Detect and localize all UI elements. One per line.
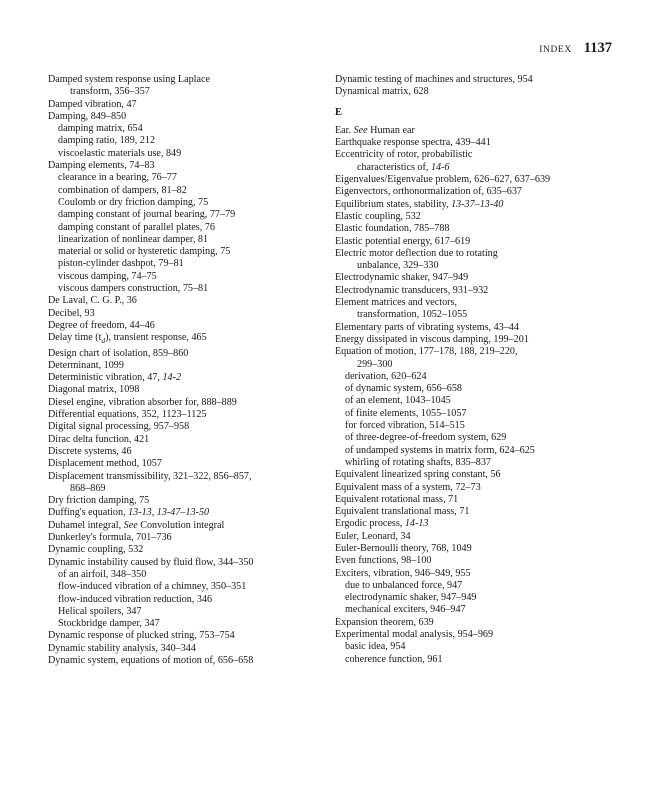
- entry-text: Elastic coupling, 532: [335, 210, 421, 222]
- entry-text: Discrete systems, 46: [48, 445, 132, 457]
- index-entry-continuation: [335, 260, 615, 272]
- entry-text: Dry friction damping, 75: [48, 495, 150, 507]
- entry-text: viscoelastic materials use, 849: [58, 147, 182, 159]
- entry-text: transformation, 1052–1055: [357, 309, 468, 321]
- index-entry: [48, 111, 318, 123]
- index-entry: [48, 372, 318, 384]
- index-entry: [335, 555, 615, 567]
- page-header: [539, 40, 612, 57]
- entry-text: basic idea, 954: [345, 641, 406, 653]
- index-entry-continuation: [48, 86, 318, 98]
- entry-text: Dynamic testing of machines and structures, 954: [335, 74, 533, 85]
- index-subentry: [335, 371, 615, 383]
- entry-text: of three-degree-of-freedom system, 629: [345, 432, 507, 444]
- entry-text: Dynamic response of plucked string, 753–754: [48, 630, 235, 642]
- entry-text: Stockbridge damper, 347: [58, 618, 160, 630]
- index-subentry: [335, 654, 615, 666]
- entry-text: damping ratio, 189, 212: [58, 135, 156, 147]
- entry-text: Euler, Leonard, 34: [335, 530, 411, 542]
- index-subentry: [48, 135, 318, 147]
- index-entry: [48, 320, 318, 332]
- index-subentry: [48, 594, 318, 606]
- index-subentry: [335, 432, 615, 444]
- entry-text: Deterministic vibration, 47,: [48, 372, 163, 384]
- index-entry: [48, 655, 318, 667]
- entry-text: material or solid or hysteretic damping, 75: [58, 246, 231, 258]
- index-entry: [48, 544, 318, 556]
- entry-text: Diesel engine, vibration absorber for, 888–889: [48, 396, 237, 408]
- entry-text: of dynamic system, 656–658: [345, 383, 462, 395]
- page-number: 1137: [583, 40, 612, 56]
- index-entry-continuation: [335, 359, 615, 371]
- index-entry: [335, 74, 615, 86]
- entry-text: Duhamel integral,: [48, 519, 124, 531]
- index-entry: [48, 160, 318, 172]
- index-entry: [48, 348, 318, 360]
- entry-text: Exciters, vibration, 946–949, 955: [335, 567, 471, 579]
- index-entry-continuation: [48, 483, 318, 495]
- index-entry: [335, 543, 615, 555]
- index-entry: [335, 149, 615, 161]
- index-subentry: [48, 148, 318, 160]
- entry-text-after: Human ear: [367, 124, 415, 136]
- index-letter-heading: E: [335, 106, 343, 118]
- index-subentry: [48, 222, 318, 234]
- entry-text: of an airfoil, 348–350: [58, 568, 147, 580]
- entry-text: Dunkerley's formula, 701–736: [48, 532, 172, 544]
- index-entry: [335, 531, 615, 543]
- index-entry: [335, 297, 615, 309]
- index-subentry: [335, 408, 615, 420]
- entry-text: Eigenvectors, orthonormalization of, 635–637: [335, 186, 522, 198]
- index-entry: [335, 322, 615, 334]
- entry-text: Helical spoilers, 347: [58, 605, 142, 617]
- entry-text: Earthquake response spectra, 439–441: [335, 137, 491, 149]
- entry-text: Dirac delta function, 421: [48, 433, 150, 445]
- index-subentry: [48, 283, 318, 295]
- index-subentry: [335, 395, 615, 407]
- index-entry: [335, 125, 615, 137]
- entry-text: linearization of nonlinear damper, 81: [58, 233, 209, 245]
- entry-text: flow-induced vibration of a chimney, 350–351: [58, 581, 247, 593]
- index-subentry: [48, 606, 318, 618]
- entry-italic-pages: 14-13: [404, 518, 429, 530]
- entry-text: Decibel, 93: [48, 307, 95, 319]
- entry-text: derivation, 620–624: [345, 370, 427, 382]
- entry-text: Ergodic process,: [335, 518, 405, 530]
- index-entry-continuation: [335, 309, 615, 321]
- index-entry: [335, 199, 615, 211]
- index-entry: [48, 495, 318, 507]
- index-entry: [335, 568, 615, 580]
- index-subentry: [335, 445, 615, 457]
- entry-text: Dynamic system, equations of motion of, 656–658: [48, 654, 254, 666]
- entry-text: Design chart of isolation, 859–860: [48, 347, 189, 359]
- index-subentry: [48, 618, 318, 630]
- index-subentry: [48, 581, 318, 593]
- entry-text: Elementary parts of vibrating systems, 43–44: [335, 321, 519, 333]
- index-column-left: [48, 74, 318, 667]
- index-subentry: [48, 569, 318, 581]
- entry-italic-pages: 13-37–13-40: [451, 198, 504, 210]
- entry-italic-pages: 13-13, 13-47–13-50: [128, 507, 210, 519]
- entry-text: Euler-Bernoulli theory, 768, 1049: [335, 542, 472, 554]
- entry-text: unbalance, 329–330: [357, 260, 439, 272]
- entry-text-after: ), transient response, 465: [105, 332, 207, 344]
- entry-text: De Laval, C. G. P., 36: [48, 295, 137, 307]
- index-subentry: [48, 246, 318, 258]
- index-entry: [48, 308, 318, 320]
- index-subentry: [335, 641, 615, 653]
- index-subentry: [335, 420, 615, 432]
- index-entry: [335, 86, 615, 98]
- entry-text: clearance in a bearing, 76–77: [58, 172, 177, 184]
- entry-text: for forced vibration, 514–515: [345, 420, 465, 432]
- entry-text: Damped vibration, 47: [48, 98, 137, 110]
- index-entry: [335, 223, 615, 235]
- index-entry: [335, 334, 615, 346]
- entry-text: Dynamic coupling, 532: [48, 544, 144, 556]
- entry-text: Delay time (t: [48, 332, 102, 344]
- entry-text: Elastic foundation, 785–788: [335, 223, 450, 235]
- entry-text: due to unbalanced force, 947: [345, 579, 463, 591]
- index-subentry: [48, 123, 318, 135]
- entry-text: Dynamic instability caused by fluid flow, 344–350: [48, 556, 254, 568]
- index-subentry: [48, 197, 318, 209]
- entry-text: Damped system response using Laplace: [48, 74, 210, 85]
- entry-text: Experimental modal analysis, 954–969: [335, 629, 494, 641]
- entry-text: transform, 356–357: [70, 86, 150, 98]
- index-entry: [48, 532, 318, 544]
- entry-text: Digital signal processing, 957–958: [48, 421, 190, 433]
- index-entry: [48, 99, 318, 111]
- entry-text: Eccentricity of rotor, probabilistic: [335, 149, 473, 161]
- index-entry: [335, 494, 615, 506]
- index-subentry: [335, 604, 615, 616]
- index-subentry: [48, 172, 318, 184]
- entry-text: Differential equations, 352, 1123–1125: [48, 409, 207, 421]
- entry-text: Equivalent rotational mass, 71: [335, 493, 459, 505]
- entry-text: Equivalent mass of a system, 72–73: [335, 481, 481, 493]
- entry-text: Ear.: [335, 124, 354, 136]
- entry-italic-pages: 14-2: [162, 372, 182, 384]
- entry-text: viscous dampers construction, 75–81: [58, 283, 209, 295]
- entry-text: of undamped systems in matrix form, 624–625: [345, 444, 535, 456]
- index-entry: [48, 434, 318, 446]
- entry-text: of an element, 1043–1045: [345, 395, 451, 407]
- index-entry: [48, 557, 318, 569]
- entry-text: coherence function, 961: [345, 653, 443, 665]
- index-entry: [48, 295, 318, 307]
- entry-text: damping constant of journal bearing, 77–79: [58, 209, 236, 221]
- entry-see-reference: See: [353, 124, 368, 136]
- entry-text: damping constant of parallel plates, 76: [58, 221, 215, 233]
- entry-text: Displacement method, 1057: [48, 458, 162, 470]
- index-subentry: [48, 185, 318, 197]
- entry-text: Equivalent translational mass, 71: [335, 506, 470, 518]
- entry-text: Electrodynamic shaker, 947–949: [335, 272, 469, 284]
- index-entry: [335, 346, 615, 358]
- entry-text: Equation of motion, 177–178, 188, 219–220,: [335, 346, 518, 358]
- index-entry: [335, 248, 615, 260]
- index-entry: [48, 384, 318, 396]
- entry-text: Electrodynamic transducers, 931–932: [335, 284, 489, 296]
- entry-text: Degree of freedom, 44–46: [48, 319, 155, 331]
- index-subentry: [335, 383, 615, 395]
- index-entry: [335, 211, 615, 223]
- entry-see-reference: See: [123, 519, 138, 531]
- entry-text: whirling of rotating shafts, 835–837: [345, 456, 491, 468]
- index-entry: [335, 617, 615, 629]
- entry-text: Damping elements, 74–83: [48, 160, 155, 172]
- entry-italic-pages: 14-6: [430, 161, 450, 173]
- entry-text: Damping, 849–850: [48, 110, 127, 122]
- index-subentry: [335, 457, 615, 469]
- index-entry: [48, 630, 318, 642]
- entry-text: characteristics of,: [357, 161, 431, 173]
- entry-text: electrodynamic shaker, 947–949: [345, 592, 477, 604]
- entry-text: Coulomb or dry friction damping, 75: [58, 196, 209, 208]
- entry-text: Energy dissipated in viscous damping, 199–201: [335, 333, 529, 345]
- index-entry: [48, 409, 318, 421]
- index-entry: [48, 643, 318, 655]
- entry-text: Diagonal matrix, 1098: [48, 384, 140, 396]
- index-entry: [48, 458, 318, 470]
- index-entry: [335, 506, 615, 518]
- entry-text: viscous damping, 74–75: [58, 270, 157, 282]
- index-entry: [48, 74, 318, 86]
- index-entry-continuation: [335, 162, 615, 174]
- index-subentry: [48, 271, 318, 283]
- entry-text: mechanical exciters, 946–947: [345, 604, 466, 616]
- index-entry: [48, 332, 318, 347]
- index-subentry: [335, 580, 615, 592]
- index-entry: [48, 360, 318, 372]
- entry-text: Even functions, 98–100: [335, 555, 432, 567]
- index-entry: [48, 397, 318, 409]
- entry-text: Determinant, 1099: [48, 359, 124, 371]
- entry-text: Equivalent linearized spring constant, 56: [335, 469, 501, 481]
- index-entry: [48, 520, 318, 532]
- index-entry: [335, 137, 615, 149]
- index-entry: [335, 469, 615, 481]
- entry-text: 299–300: [357, 358, 393, 370]
- index-subentry: [48, 209, 318, 221]
- entry-text: damping matrix, 654: [58, 123, 143, 135]
- entry-text: Duffing's equation,: [48, 507, 129, 519]
- index-subentry: [48, 234, 318, 246]
- index-entry: [335, 482, 615, 494]
- index-column-right: [335, 74, 615, 666]
- entry-subscript: d: [101, 336, 106, 346]
- entry-text: combination of dampers, 81–82: [58, 184, 187, 196]
- index-entry: [335, 174, 615, 186]
- index-entry: [335, 518, 615, 530]
- entry-text: Equilibrium states, stability,: [335, 198, 452, 210]
- entry-text-after: Convolution integral: [137, 519, 225, 531]
- index-entry: [335, 285, 615, 297]
- entry-text: piston-cylinder dashpot, 79–81: [58, 258, 184, 270]
- index-entry: [48, 471, 318, 483]
- running-head: INDEX: [539, 45, 572, 55]
- index-entry: [335, 629, 615, 641]
- index-entry: [335, 186, 615, 198]
- entry-text: flow-induced vibration reduction, 346: [58, 593, 213, 605]
- index-entry: [335, 272, 615, 284]
- index-entry: [335, 236, 615, 248]
- entry-text: of finite elements, 1055–1057: [345, 407, 467, 419]
- entry-text: Elastic potential energy, 617–619: [335, 235, 471, 247]
- entry-text: Electric motor deflection due to rotating: [335, 247, 498, 259]
- entry-text: Dynamic stability analysis, 340–344: [48, 642, 196, 654]
- entry-text: Displacement transmissibility, 321–322, 856–857,: [48, 470, 252, 482]
- index-subentry: [335, 592, 615, 604]
- entry-text: Dynamical matrix, 628: [335, 86, 429, 98]
- index-entry: [48, 507, 318, 519]
- index-entry: [48, 421, 318, 433]
- entry-text: Eigenvalues/Eigenvalue problem, 626–627, 637–639: [335, 174, 551, 186]
- entry-text: Expansion theorem, 639: [335, 616, 434, 628]
- entry-text: 868–869: [70, 482, 106, 494]
- index-entry: [48, 446, 318, 458]
- index-subentry: [48, 258, 318, 270]
- entry-text: Element matrices and vectors,: [335, 297, 458, 309]
